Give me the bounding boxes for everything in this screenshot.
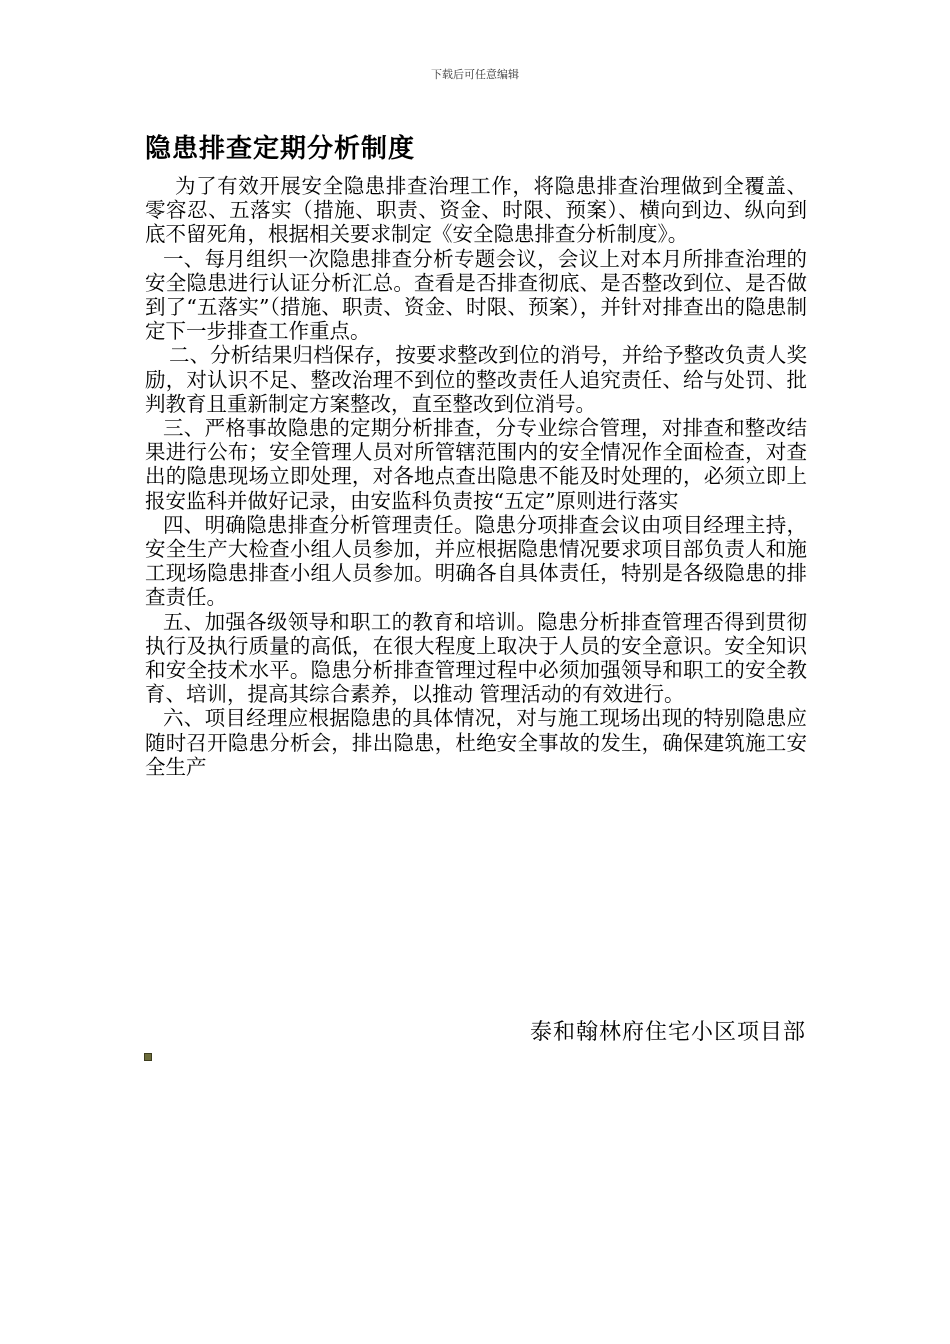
signature: 泰和翰林府住宅小区项目部	[529, 1020, 806, 1045]
document-title: 隐患排查定期分析制度	[145, 134, 416, 164]
paragraph-item-4: 四、明确隐患排查分析管理责任。隐患分项排查会议由项目经理主持，安全生产大检查小组人员参加，并应根据隐患情况要求项目部负责人和施工现场隐患排查小组人员参加。明确各自具体责任，特别是各级隐患的排查责任。	[145, 512, 807, 610]
paragraph-item-5: 五、加强各级领导和职工的教育和培训。隐患分析排查管理否得到贯彻执行及执行质量的高低，在很大程度上取决于人员的安全意识。安全知识和安全技术水平。隐患分析排查管理过程中必须加强领导和职工的安全教育、培训，提高其综合素养，以推动 管理活动的有效进行。	[145, 609, 807, 707]
paragraph-item-6: 六、项目经理应根据隐患的具体情况，对与施工现场出现的特别隐患应随时召开隐患分析会，排出隐患，杜绝安全事故的发生，确保建筑施工安全生产	[145, 706, 807, 779]
small-mark-icon	[144, 1053, 152, 1061]
paragraph-intro: 为了有效开展安全隐患排查治理工作，将隐患排查治理做到全覆盖、零容忍、五落实（措施、职责、资金、时限、预案）、横向到边、纵向到底不留死角，根据相关要求制定《安全隐患排查分析制度》。	[145, 174, 807, 247]
document-body	[145, 174, 807, 779]
header-note: 下载后可任意编辑	[431, 68, 519, 81]
paragraph-item-3: 三、严格事故隐患的定期分析排查，分专业综合管理，对排查和整改结果进行公布；安全管理人员对所管辖范围内的安全情况作全面检查，对查出的隐患现场立即处理，对各地点查出隐患不能及时处理的，必须立即上报安监科并做好记录，由安监科负责按“五定”原则进行落实	[145, 416, 807, 513]
paragraph-item-1: 一、每月组织一次隐患排查分析专题会议，会议上对本月所排查治理的安全隐患进行认证分析汇总。查看是否排查彻底、是否整改到位、是否做到了“五落实”（措施、职责、资金、时限、预案），并针对排查出的隐患制定下一步排查工作重点。	[145, 246, 807, 344]
paragraph-item-2: 二、分析结果归档保存，按要求整改到位的消号，并给予整改负责人奖励，对认识不足、整改治理不到位的整改责任人追究责任、给与处罚、批判教育且重新制定方案整改，直至整改到位消号。	[145, 343, 807, 416]
